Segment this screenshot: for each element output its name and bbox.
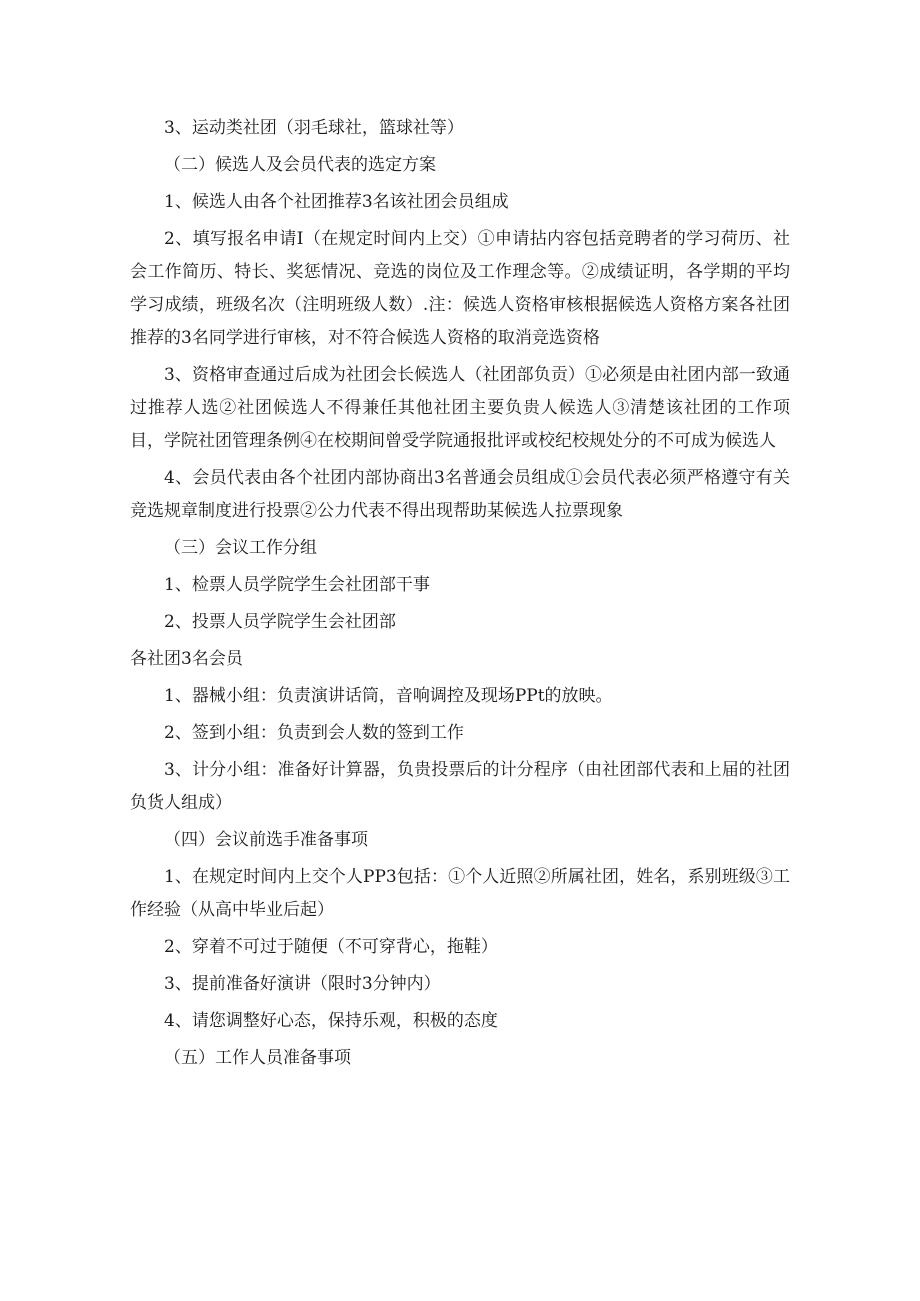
paragraph: 2、穿着不可过于随便（不可穿背心，拖鞋） bbox=[164, 937, 498, 957]
section-heading: （四）会议前选手准备事项 bbox=[164, 830, 368, 850]
paragraph: 1、器械小组：负责演讲话筒，音响调控及现场PPt的放映。 bbox=[164, 686, 613, 706]
section-heading: （二）候选人及会员代表的选定方案 bbox=[164, 155, 436, 175]
paragraph: 4、会员代表由各个社团内部协商出3名普通会员组成①会员代表必须严格遵守有关竞选规章制度进行投票②公力代表不得出现帮助某候选人拉票现象 bbox=[130, 468, 790, 521]
paragraph: 3、计分小组：准备好计算器，负贵投票后的计分程序（由社团部代表和上届的社团负货人组成） bbox=[130, 760, 790, 813]
paragraph: 3、运动类社团（羽毛球社，篮球社等） bbox=[164, 118, 464, 138]
paragraph: 2、投票人员学院学生会社团部 bbox=[164, 612, 396, 632]
paragraph: 1、候选人由各个社团推荐3名该社团会员组成 bbox=[164, 192, 509, 212]
paragraph: 3、提前准备好演讲（限时3分钟内） bbox=[164, 974, 441, 994]
paragraph: 各社团3名会员 bbox=[130, 649, 243, 669]
paragraph: 1、检票人员学院学生会社团部干事 bbox=[164, 575, 430, 595]
paragraph: 2、填写报名申请I（在规定时间内上交）①申请拈内容包括竞聘者的学习荷历、社会工作简历、特长、奖惩情况、竞选的岗位及工作理念等。②成绩证明，各学期的平均学习成绩，班级名次（注明班级人数）.注：候选人资格审核根据候选人资格方案各社团推荐的3名同学进行审核，对不符合候选人资格的取消竞选资格 bbox=[130, 229, 790, 348]
paragraph: 4、请您调整好心态，保持乐观，积极的态度 bbox=[164, 1011, 498, 1031]
paragraph: 2、签到小组：负责到会人数的签到工作 bbox=[164, 723, 464, 743]
paragraph: 3、资格审查通过后成为社团会长候选人（社团部负贡）①必须是由社团内部一致通过推荐人选②社团候选人不得兼任其他社团主要负贵人候选人③清楚该社团的工作项目，学院社团管理条例④在校期间曾受学院通报批评或校纪校规处分的不可成为候选人 bbox=[130, 365, 790, 451]
section-heading: （五）工作人员准备事项 bbox=[164, 1048, 351, 1068]
document-body bbox=[130, 112, 790, 1075]
paragraph: 1、在规定时间内上交个人PP3包括：①个人近照②所属社团，姓名，系别班级③工作经验（从高中毕业后起） bbox=[130, 867, 790, 920]
section-heading: （三）会议工作分组 bbox=[164, 538, 317, 558]
